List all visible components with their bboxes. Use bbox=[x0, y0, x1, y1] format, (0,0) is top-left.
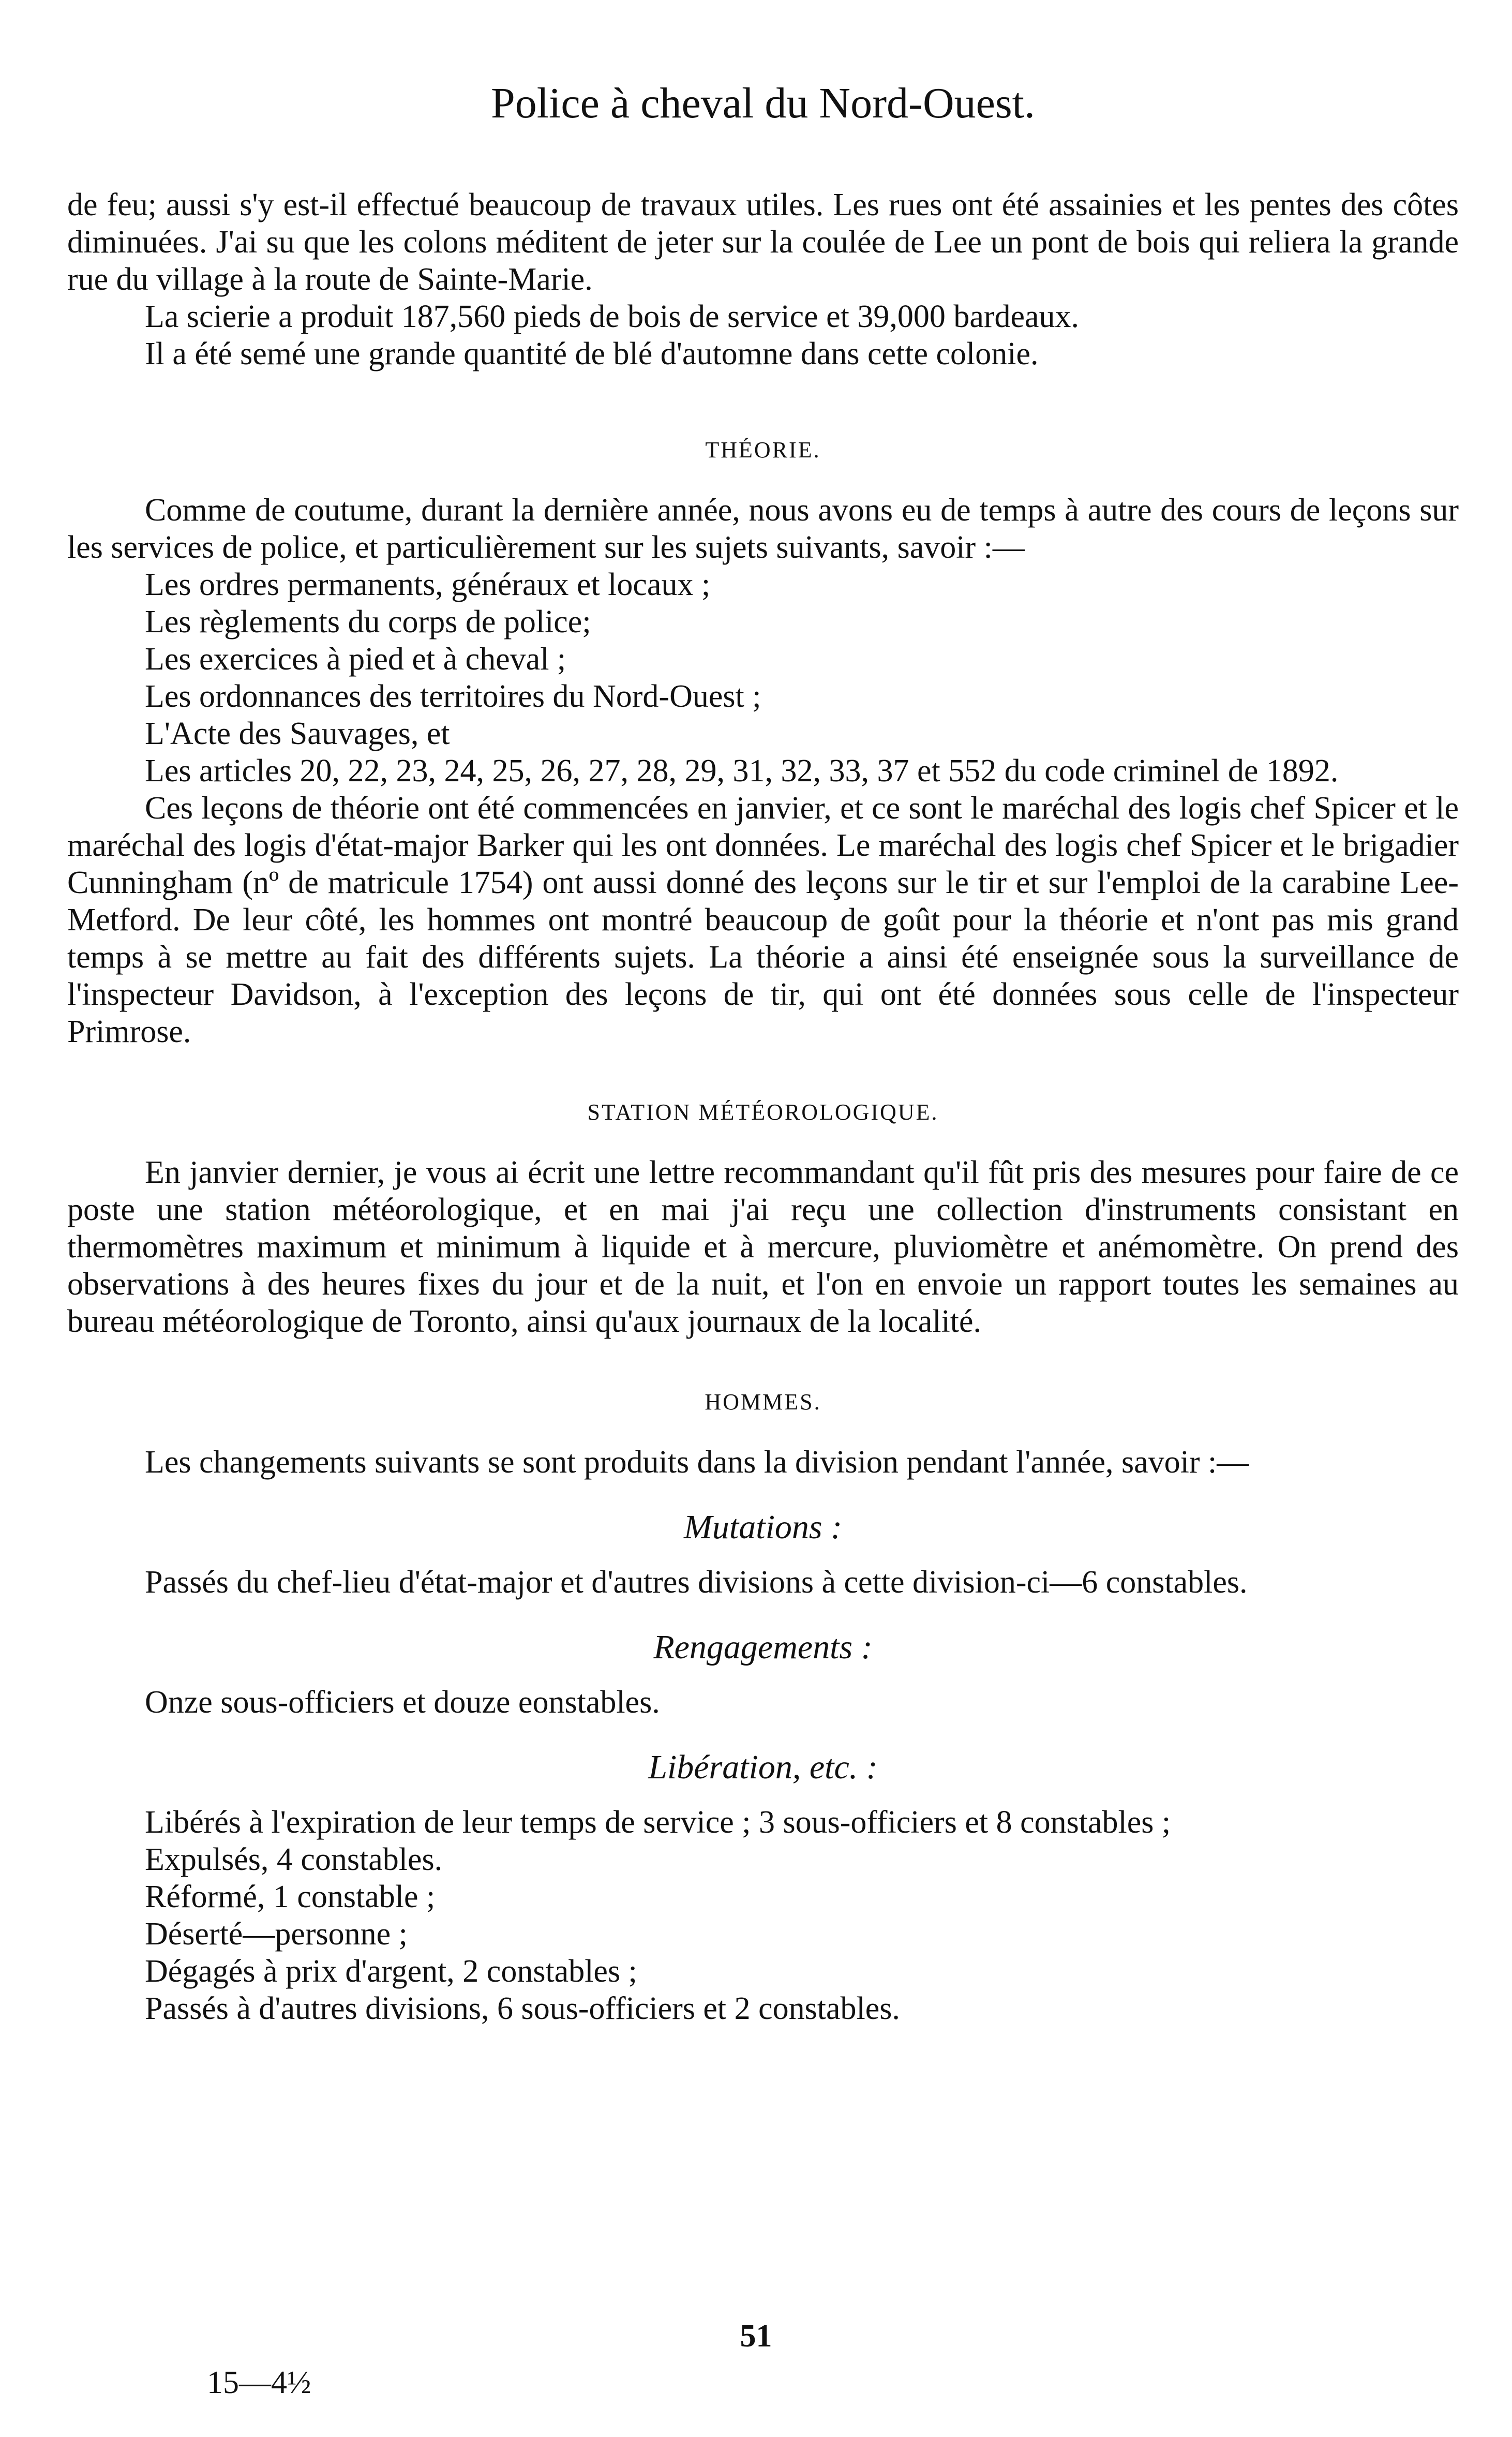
liberation-list-item: Expulsés, 4 constables. bbox=[145, 1842, 443, 1877]
section-heading-station: STATION MÉTÉOROLOGIQUE. bbox=[587, 1099, 939, 1125]
hommes-section bbox=[67, 1387, 1459, 2027]
signature-mark: 15—4½ bbox=[207, 2365, 311, 2400]
liberation-list-item: Libérés à l'expiration de leur temps de service ; 3 sous-officiers et 8 constables ; bbox=[145, 1805, 1171, 1840]
liberation-list-item: Réformé, 1 constable ; bbox=[145, 1879, 436, 1914]
theorie-paragraph-1: Comme de coutume, durant la dernière année, nous avons eu de temps à autre des cours de leçons sur les services de police, et particulièrement sur les sujets suivants, savoir :— bbox=[67, 493, 1459, 565]
theorie-list-item: Les exercices à pied et à cheval ; bbox=[145, 642, 566, 677]
section-heading-hommes: HOMMES. bbox=[705, 1389, 821, 1415]
intro-paragraph-2: La scierie a produit 187,560 pieds de bois de service et 39,000 bardeaux. bbox=[145, 299, 1080, 334]
mutations-text: Passés du chef-lieu d'état-major et d'autres divisions à cette division-ci—6 constables. bbox=[145, 1565, 1248, 1600]
theorie-paragraph-2: Les articles 20, 22, 23, 24, 25, 26, 27, 28, 29, 31, 32, 33, 37 et 552 du code criminel de 1892. bbox=[145, 753, 1339, 789]
rengagements-text: Onze sous-officiers et douze eonstables. bbox=[145, 1685, 660, 1720]
intro-paragraph-3: Il a été semé une grande quantité de blé d'automne dans cette colonie. bbox=[145, 336, 1039, 372]
station-paragraph-1: En janvier dernier, je vous ai écrit une lettre recommandant qu'il fût pris des mesures pour faire de ce poste une station météorologique, et en mai j'ai reçu une collection d'instruments consistant en thermomètres maximum et minimum à liquide et à mercure, pluviomètre et anémomètre. On prend des observations à des heures fixes du jour et de la nuit, et l'on en envoie un rapport toutes les semaines au bureau météorologique de Toronto, ainsi qu'aux journaux de la localité. bbox=[67, 1155, 1459, 1339]
subheading-mutations: Mutations : bbox=[683, 1508, 843, 1546]
theorie-list-item: L'Acte des Sauvages, et bbox=[145, 716, 450, 751]
liberation-list-item: Passés à d'autres divisions, 6 sous-officiers et 2 constables. bbox=[145, 1991, 900, 2026]
hommes-paragraph-1: Les changements suivants se sont produits dans la division pendant l'année, savoir :— bbox=[145, 1445, 1249, 1480]
subheading-liberation: Libération, etc. : bbox=[648, 1748, 878, 1786]
liberation-list bbox=[67, 1804, 1459, 2027]
subheading-rengagements: Rengagements : bbox=[653, 1628, 873, 1666]
theorie-list-item: Les ordonnances des territoires du Nord-Ouest ; bbox=[145, 679, 761, 714]
section-heading-theorie: THÉORIE. bbox=[705, 437, 821, 463]
intro-section bbox=[67, 186, 1459, 373]
intro-paragraph-1: de feu; aussi s'y est-il effectué beaucoup de travaux utiles. Les rues ont été assainies et les pentes des côtes diminuées. J'ai su que les colons méditent de jeter sur la coulée de Lee un pont de bois qui reliera la grande rue du village à la route de Sainte-Marie. bbox=[67, 187, 1459, 297]
theorie-section bbox=[67, 435, 1459, 1050]
page-number: 51 bbox=[740, 2319, 772, 2354]
liberation-list-item: Déserté—personne ; bbox=[145, 1916, 408, 1952]
theorie-list bbox=[67, 566, 1459, 752]
page-body bbox=[67, 67, 1459, 2027]
station-section bbox=[67, 1097, 1459, 1340]
theorie-list-item: Les règlements du corps de police; bbox=[145, 604, 591, 640]
theorie-list-item: Les ordres permanents, généraux et locaux ; bbox=[145, 567, 711, 602]
running-head: Police à cheval du Nord-Ouest. bbox=[490, 79, 1035, 127]
theorie-paragraph-3: Ces leçons de théorie ont été commencées en janvier, et ce sont le maréchal des logis chef Spicer et le maréchal des logis d'état-major Barker qui les ont données. Le maréchal des logis chef Spicer et le brigadier Cunningham (nº de matricule 1754) ont aussi donné des leçons sur le tir et sur l'emploi de la carabine Lee-Metford. De leur côté, les hommes ont montré beaucoup de goût pour la théorie et n'ont pas mis grand temps à se mettre au fait des différents sujets. La théorie a ainsi été enseignée sous la surveillance de l'inspecteur Davidson, à l'exception des leçons de tir, qui ont été données sous celle de l'inspecteur Primrose. bbox=[67, 791, 1459, 1049]
liberation-list-item: Dégagés à prix d'argent, 2 constables ; bbox=[145, 1954, 637, 1989]
